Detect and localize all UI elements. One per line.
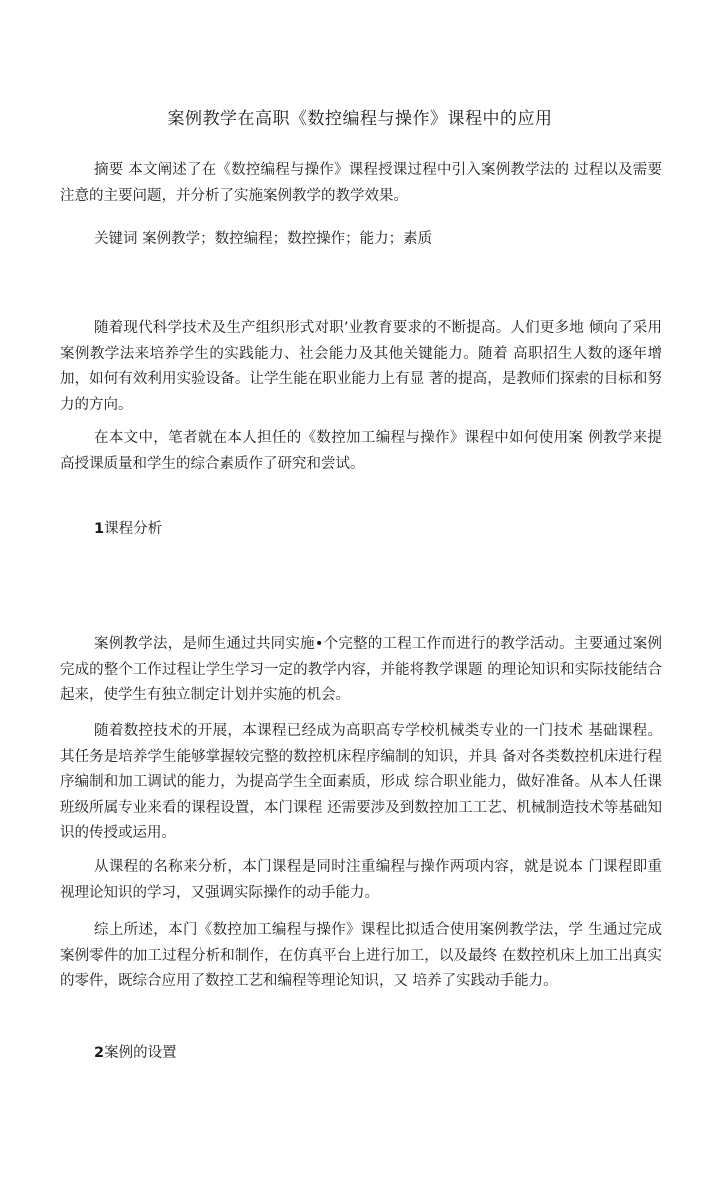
keywords-paragraph: 关键词 案例教学；数控编程；数控操作；能力；素质 (94, 231, 433, 247)
section-1-paragraph-1: 案例教学法，是师生通过共同实施•个完整的工程工作而进行的教学活动。主要通过案例完成的整个工作过程让学生学习一定的教学内容，并能将教学课题 的理论知识和实际技能结合起来，使学生有独立制定计划并实施的机会。 (60, 636, 662, 703)
section-1-paragraph-2: 随着数控技术的开展，本课程已经成为高职高专学校机械类专业的一门技术 基础课程。其任务是培养学生能够掌握较完整的数控机床程序编制的知识，并具 备对各类数控机床进行程序编制和加工调试的能力，为提高学生全面素质，形成 综合职业能力，做好准备。从本人任课班级所属专业来看的课程设置，本门课程 还需要涉及到数控加工工艺、机械制造技术等基础知识的传授或运用。 (60, 723, 662, 841)
intro-paragraph-2: 在本文中，笔者就在本人担任的《数控加工编程与操作》课程中如何使用案 例教学来提高授课质量和学生的综合素质作了研究和尝试。 (60, 430, 662, 472)
section-1-paragraph-4: 综上所述，本门《数控加工编程与操作》课程比拟适合使用案例教学法，学 生通过完成案例零件的加工过程分析和制作，在仿真平台上进行加工，以及最终 在数控机床上加工出真实的零件，既综合应用了数控工艺和编程等理论知识，又 培养了实践动手能力。 (60, 922, 662, 989)
section-2-title: 案例的设置 (104, 1045, 177, 1061)
document-title: 案例教学在高职《数控编程与操作》课程中的应用 (167, 109, 553, 129)
section-1-number: 1 (94, 521, 105, 537)
section-1-paragraph-3: 从课程的名称来分析，本门课程是同时注重编程与操作两项内容，就是说本 门课程即重视理论知识的学习，又强调实际操作的动手能力。 (60, 859, 662, 901)
section-1-title: 课程分析 (104, 521, 163, 537)
intro-paragraph-1: 随着现代科学技术及生产组织形式对职’业教育要求的不断提高。人们更多地 倾向了采用案例教学法来培养学生的实践能力、社会能力及其他关键能力。随着 高职招生人数的逐年增加，如何有效利用实验设备。让学生能在职业能力上有显 著的提高，是教师们探索的目标和努力的方向。 (60, 320, 662, 413)
section-2-heading (94, 1041, 177, 1066)
abstract-paragraph: 摘要 本文阐述了在《数控编程与操作》课程授课过程中引入案例教学法的 过程以及需要注意的主要问题，并分析了实施案例教学的教学效果。 (60, 162, 662, 204)
section-1-heading (94, 517, 162, 542)
section-2-number: 2 (94, 1045, 105, 1061)
